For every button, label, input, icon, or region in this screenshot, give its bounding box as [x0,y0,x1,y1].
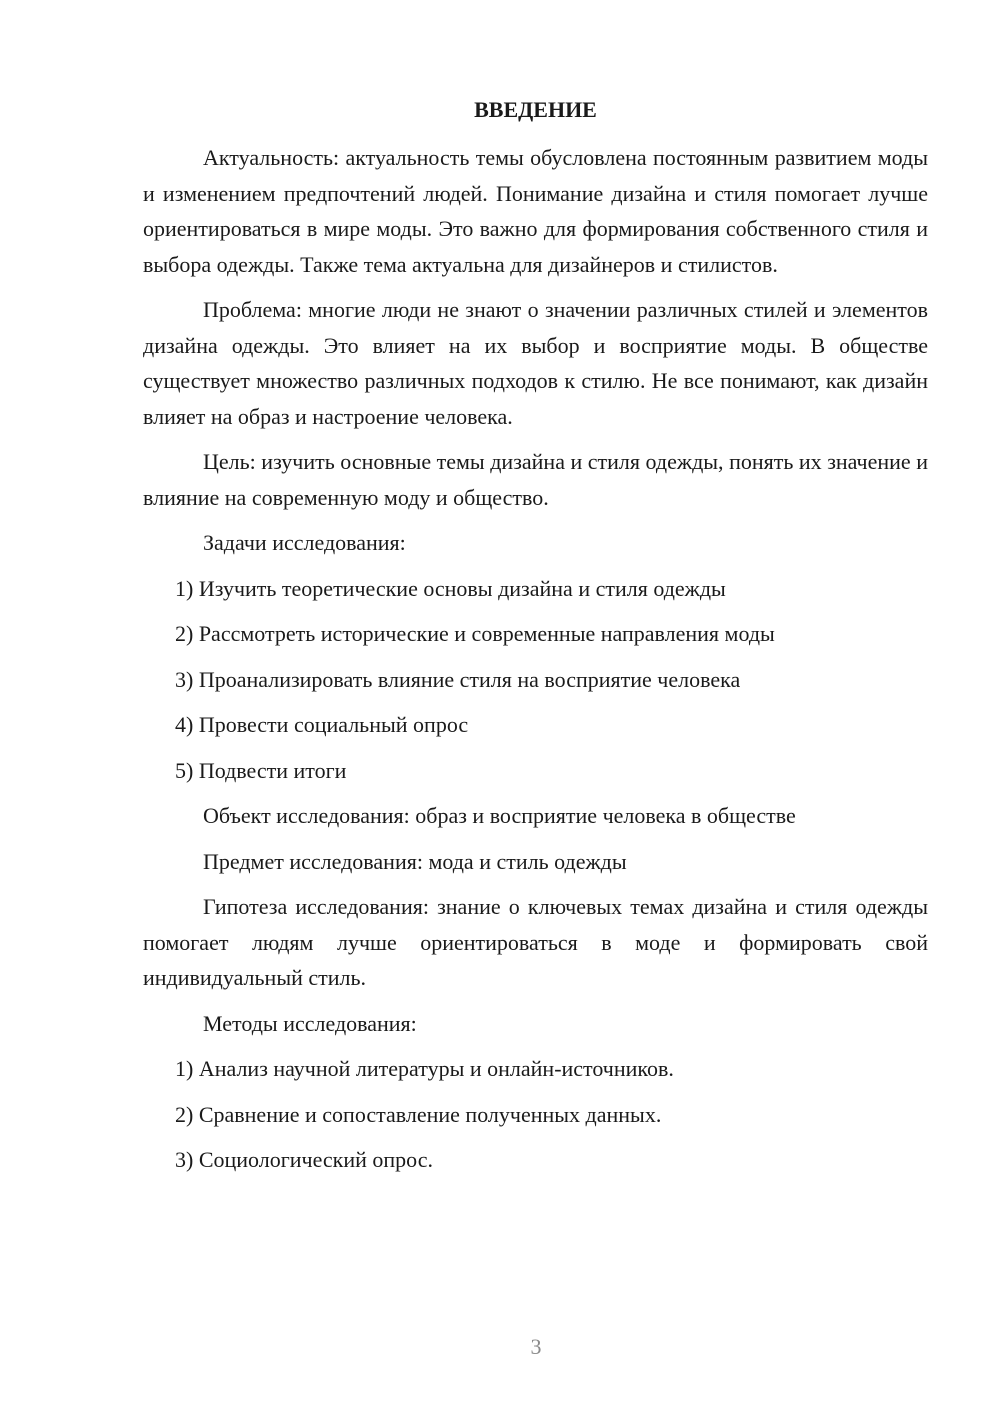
task-item: 4) Провести социальный опрос [175,712,469,737]
method-item: 2) Сравнение и сопоставление полученных данных. [175,1101,662,1127]
tasks-heading: Задачи исследования: [203,530,406,555]
goal-paragraph: Цель: изучить основные темы дизайна и стиля одежды, понять их значение и влияние на современную моду и общество. [143,449,928,510]
method-item: 1) Анализ научной литературы и онлайн-источников. [175,1056,674,1081]
method-item: 3) Социологический опрос. [175,1147,433,1172]
task-item: 3) Проанализировать влияние стиля на восприятие человека [175,666,741,692]
page-content [143,96,928,1188]
page-title: ВВЕДЕНИЕ [474,97,597,122]
hypothesis-paragraph: Гипотеза исследования: знание о ключевых темах дизайна и стиля одежды помогает людям лучше ориентироваться в моде и формировать свой индивидуальный стиль. [143,894,928,990]
task-item: 1) Изучить теоретические основы дизайна и стиля одежды [175,575,726,601]
task-item: 2) Рассмотреть исторические и современные направления моды [175,621,775,646]
task-item: 5) Подвести итоги [175,757,347,783]
object-line: Объект исследования: образ и восприятие человека в обществе [203,803,796,828]
page-number: 3 [530,1334,542,1359]
relevance-paragraph: Актуальность: актуальность темы обусловлена постоянным развитием моды и изменением предпочтений людей. Понимание дизайна и стиля помогает лучше ориентироваться в мире моды. Это важно для формирования собственного стиля и выбора одежды. Также тема актуальна для дизайнеров и стилистов. [143,145,928,277]
subject-line: Предмет исследования: мода и стиль одежды [203,848,627,874]
methods-heading: Методы исследования: [203,1010,417,1036]
problem-paragraph: Проблема: многие люди не знают о значении различных стилей и элементов дизайна одежды. Это влияет на их выбор и восприятие моды. В обществе существует множество различных подходов к стилю. Не все понимают, как дизайн влияет на образ и настроение человека. [143,297,928,429]
